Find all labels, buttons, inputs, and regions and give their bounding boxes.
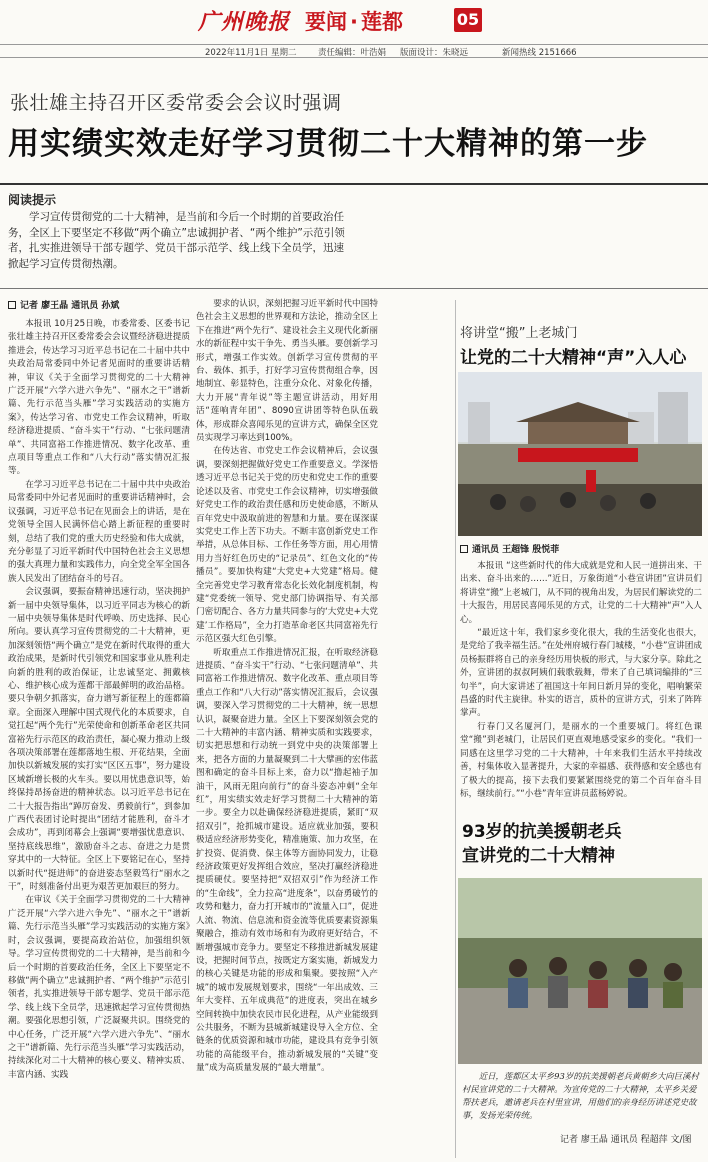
article-byline <box>8 298 119 311</box>
sidebar-credit <box>460 542 559 555</box>
paragraph: 在传达省、市党史工作会议精神后，会议强调，要深刻把握做好党史工作重要意义。学深悟透习近平总书记关于党的历史和党史工作的重要论述以及省、市党史工作会议精神，切实增强做好党史工作的政治责任感和历史使命感，不断从百年党史中汲取前进的智慧和力量。要在谋深谋实党史工作上苦下功夫。不断丰富创新党史工作举措，从总体目标、工作任务等方面，用心用情用力当好红色历史的“记录员”、红色文化的“传播员”。要加快构建“大党史+大党建”格局。健全完善党史学习教育常态化长效化制度机制，构建“党委统一领导、党史部门协调指导、有关部门密切配合、各方力量共同参与的‘大党史+大党建’工作格局”，全力打造革命老区共同富裕先行示范区强大红色引擎。 <box>196 446 378 645</box>
design-info: 版面设计：朱晓远 <box>400 48 469 58</box>
credit-square-icon <box>460 545 468 553</box>
paragraph: 本报讯 “这些新时代的伟大成就是党和人民一道拼出来、干出来、奋斗出来的……”近日，万象街道“小巷宣讲团”宣讲员们将讲堂“搬”上老城门，从不同的视角出发，为居民们解读党的二十大报告，用居民喜闻乐见的方式，让党的二十大精神“声”入人心。 <box>460 561 702 625</box>
city-gate-photo <box>458 372 702 536</box>
paragraph: 行春门又名厦河门，是丽水的一个重要城门。将红色课堂“搬”到老城门，让居民们更直观地感受家乡的变化。“我们一同感在这里学习党的二十大精神，十年来我们生活水平持续改善，村集体收入显著提升，大家的幸福感、获得感和安全感也有了极大的提高，接下去我们要紧紧围绕党的第二个百年奋斗目标，继续前行。”“小巷”青年宣讲员蓝杨婷说。 <box>460 721 702 799</box>
paragraph: 本报讯 10月25日晚，市委常委、区委书记张壮雄主持召开区委常委会会议暨经济稳进提质推进会，传达学习习近平总书记在二十届中共中央政治局常委同中外记者见面时的重要讲话精神，审议《关于全面学习贯彻党的二十大精神 广泛开展“六学六进六争先”、“丽水之干”谱新篇、先行示范当头雁”学习实践活动的实施方案》，传达学习省、市党史工作会议精神，听取经济稳进提质、“奋斗实干”行动、“七张问题清单”、共同富裕工作推进情况、数字化改革、重点项目等重点工作和“八大行动”落实情况汇报等。 <box>8 319 190 477</box>
article-column-1 <box>8 318 190 1158</box>
section-separator: · <box>350 10 358 34</box>
veteran-illustration <box>458 878 702 1064</box>
sidebar-title: 让党的二十大精神“声”入人心 <box>460 348 687 368</box>
digest-title: 阅读提示 <box>8 193 57 207</box>
paragraph: 在审议《关于全面学习贯彻党的二十大精神 广泛开展“六学六进六争先”、“丽水之干”谱新篇、先行示范当头雁”学习实践活动的实施方案》时，会议强调，要提高政治站位，加强组织领导。学习宣传贯彻党的二十大精神，是当前和今后一个时期的首要政治任务，全区上下要坚定不移做“两个确立”忠诚拥护者、“两个维护”示范引领者，扎实推进领导干部专题学、党员干部示范学、线上线下全员学，迅速掀起学习宣传贯彻热潮。要强化思想引领，广泛凝聚共识。围绕党的中心任务，广泛开展“六学六进六争先”、“丽水之干”谱新篇、先行示范当头雁”学习实践活动，持续深化对二十大精神的核心要义、精神实质、丰富内涵、实践 <box>8 895 190 1080</box>
veteran-photo <box>458 878 702 1064</box>
article-kicker: 张壮雄主持召开区委常委会会议时强调 <box>10 92 342 114</box>
paragraph: “最近这十年，我们家乡变化很大，我的生活变化也很大，是党给了我幸福生活。”在处州府城行春门城楼，“小巷”宣讲团成员杨振群将自己的亲身经历用快板的形式，与大家分享。除此之外，宣讲团的叔叔阿姨们载歌载舞，带来了自己填词编排的“三句半”，向大家讲述了祖国这十年间日新月异的变化，唱响繁荣昌盛的时代主旋律。朴实的语言，质朴的宣讲方式，引来了阵阵掌声。 <box>460 628 702 719</box>
photo-credit: 记者 廖王晶 通讯员 程超萍 文/图 <box>560 1135 692 1145</box>
section-name-a: 要闻 <box>305 10 347 34</box>
issue-date: 2022年11月1日 星期二 <box>205 48 297 58</box>
paragraph: 在学习习近平总书记在二十届中共中央政治局常委同中外记者见面时的重要讲话精神时，会议强调，习近平总书记在见面会上的讲话，是在党领导全国人民满怀信心踏上新征程的重要时刻，总结了我们党的重大历史经验和伟大成就，充分彰显了习近平新时代中国特色社会主义思想的强大真理力量和实践伟力，向全党全军全国各族人民发出了团结奋斗的号召。 <box>8 479 190 584</box>
column-divider <box>455 300 456 1158</box>
sidebar-title-2-line-1: 93岁的抗美援朝老兵 <box>462 822 622 842</box>
paragraph: 听取重点工作推进情况汇报，在听取经济稳进提质、“奋斗实干”行动、“七张问题清单”、共同富裕工作推进情况、数字化改革、重点项目等重点工作和“八大行动”落实情况汇报后，会议强调，要深入学习贯彻党的二十大精神，统一思想认识，凝聚奋进力量。全区上下要深刻领会党的二十大精神的丰富内涵、精神实质和实践要求，切实把思想和行动统一到党中央的决策部署上来，把各方面的力量凝聚到二十大擘画的宏伟蓝图和确定的奋斗目标上来，奋力以“撸起袖子加油干，风雨无阻向前行”的奋斗姿态冲刺“全年红”，用实绩实效走好学习贯彻二十大精神的第一步。要全力以赴确保经济稳进提质，紧盯“双招双引”，抢抓城市建设。适应就业加强，要积极适应经济形势变化，精准施策、加力攻坚，在扩投资、促消费、保主体等方面协同发力，让稳经济政策更好发挥组合效应，坚决打赢经济稳进提质硬仗。要坚持把“双招双引”作为经济工作的“生命线”，全力拉高“进度条”，以奋勇破竹的攻势和魅力，奋力打开城市的“流量入口”，促进人流、物流、信息流和资金流等优质要素资源集聚融合，推动有效市场和有为政府更好结合，不断增强城市竞争力。要坚定不移推进新城发展建设，把握时间节点，按既定方案实施，新城发力的核心关键是功能的形成和集聚。要按照“入产城”的城市发展规划要求，围绕“一年出成效、三年大变样、五年成典范”的进度表，突出在城乡空间转换中加快农民市民化进程，从产业能级到公共服务，不断为县城新城建设导入全方位、全链条的优质资源和城市功能，建设具有竞争引领功能的高能级平台，推动新城发展的“关键”变量”成为高质量发展的“最大增量”。 <box>196 647 378 1074</box>
page-number: 05 <box>454 8 482 32</box>
digest-text: 学习宣传贯彻党的二十大精神，是当前和今后一个时期的首要政治任务，全区上下要坚定不移做“两个确立”忠诚拥护者、“两个维护”示范引领者，扎实推进领导干部专题学、党员干部示范学、线上线下全员学，迅速掀起学习宣传贯彻热潮。 <box>8 211 345 270</box>
paragraph: 会议强调，要振奋精神迅速行动，坚决拥护新一届中央领导集体，以习近平同志为核心的新一届中央领导集体是时代呼唤、历史选择、民心所向。要认真学习宣传贯彻党的二十大精神，更加深刻领悟“两个确立”是党在新时代取得的重大政治成果，是新时代引领党和国家事业从胜利走向新的胜利的政治保证，让忠诚坚定、拥戴核心、维护核心成为莲都干部最鲜明的政治品格。要只争朝夕抓落实，奋力谱写新征程上的莲都篇章。全面深入理解中国式现代化的本质要求，自觉扛起“两个先行”光荣使命和创新革命老区共同富裕先行示范区的政治责任，凝心聚力推动上级各项决策部署在莲都落地生根、开花结果，全面加快以新城发展的实打实“区区五事”，努力建设区域新增长极的火车头。要以用忧患意识等，始终保持昂扬奋进的精神状态。以习近平总书记在二十大报告指出“踔厉奋发、勇毅前行”，到参加广西代表团讨论时提出“团结才能胜利，奋斗才会成功”，再到闭幕会上强调“要增强忧患意识、坚持底线思维”，激励奋斗之志、奋进之力是贯穿其中的一大特征。全区上下要铭记在心，坚持以新时代“挺进师”的奋进姿态坚毅笃行“丽水之干”，时刻准备付出更为艰苦更加艰巨的努力。 <box>8 587 190 893</box>
byline-text: 记者 廖王晶 通讯员 孙斌 <box>20 301 120 311</box>
photo-caption: 近日，莲都区太平乡93岁的抗美援朝老兵黄朝乡大向巨溪村村民宣讲党的二十大精神。为宣传党的二十大精神，太平乡关爱帮扶老兵，邀请老兵在村里宣讲，用他们的亲身经历讲述党史故事，发扬光荣传统。 <box>462 1071 699 1120</box>
article-column-2 <box>196 298 378 1158</box>
masthead <box>0 0 708 44</box>
hotline-info: 新闻热线 2151666 <box>502 48 577 58</box>
paragraph: 要求的认识，深刻把握习近平新时代中国特色社会主义思想的世界观和方法论，推动全区上下在推进“两个先行”、建设社会主义现代化新丽水的新征程中实干争先、勇当头雁。要创新学习形式，增强工作实效。创新学习宣传贯彻的平台、载体、抓手，打好学习宣传贯彻组合拳，因地制宜、彰显特色，注重分众化、对象化传播，大力开展“青年说”等主题宣讲活动，用好用活“莲响青年团”、8090宣讲团等特色队伍载体，形成群众喜闻乐见的宣讲方式，确保全区党员实现学习率达到100%。 <box>196 299 378 444</box>
sidebar-title-2 <box>462 820 622 868</box>
section-title <box>305 6 403 36</box>
credit-text: 通讯员 王超锋 殷悦菲 <box>472 545 560 555</box>
section-name-b: 莲都 <box>360 10 403 34</box>
divider-rule <box>0 183 708 185</box>
editor-info: 责任编辑：叶浩娟 <box>318 48 387 58</box>
divider-rule-2 <box>0 288 708 289</box>
newspaper-logo: 广州晚报 <box>198 9 291 35</box>
sidebar-kicker: 将讲堂“搬”上老城门 <box>460 326 578 341</box>
city-gate-illustration <box>458 372 702 536</box>
sidebar-body <box>460 560 702 832</box>
sidebar-title-2-line-2: 宣讲党的二十大精神 <box>462 846 615 866</box>
info-line <box>0 44 708 58</box>
article-headline: 用实绩实效走好学习贯彻二十大精神的第一步 <box>8 126 648 162</box>
byline-square-icon <box>8 301 16 309</box>
